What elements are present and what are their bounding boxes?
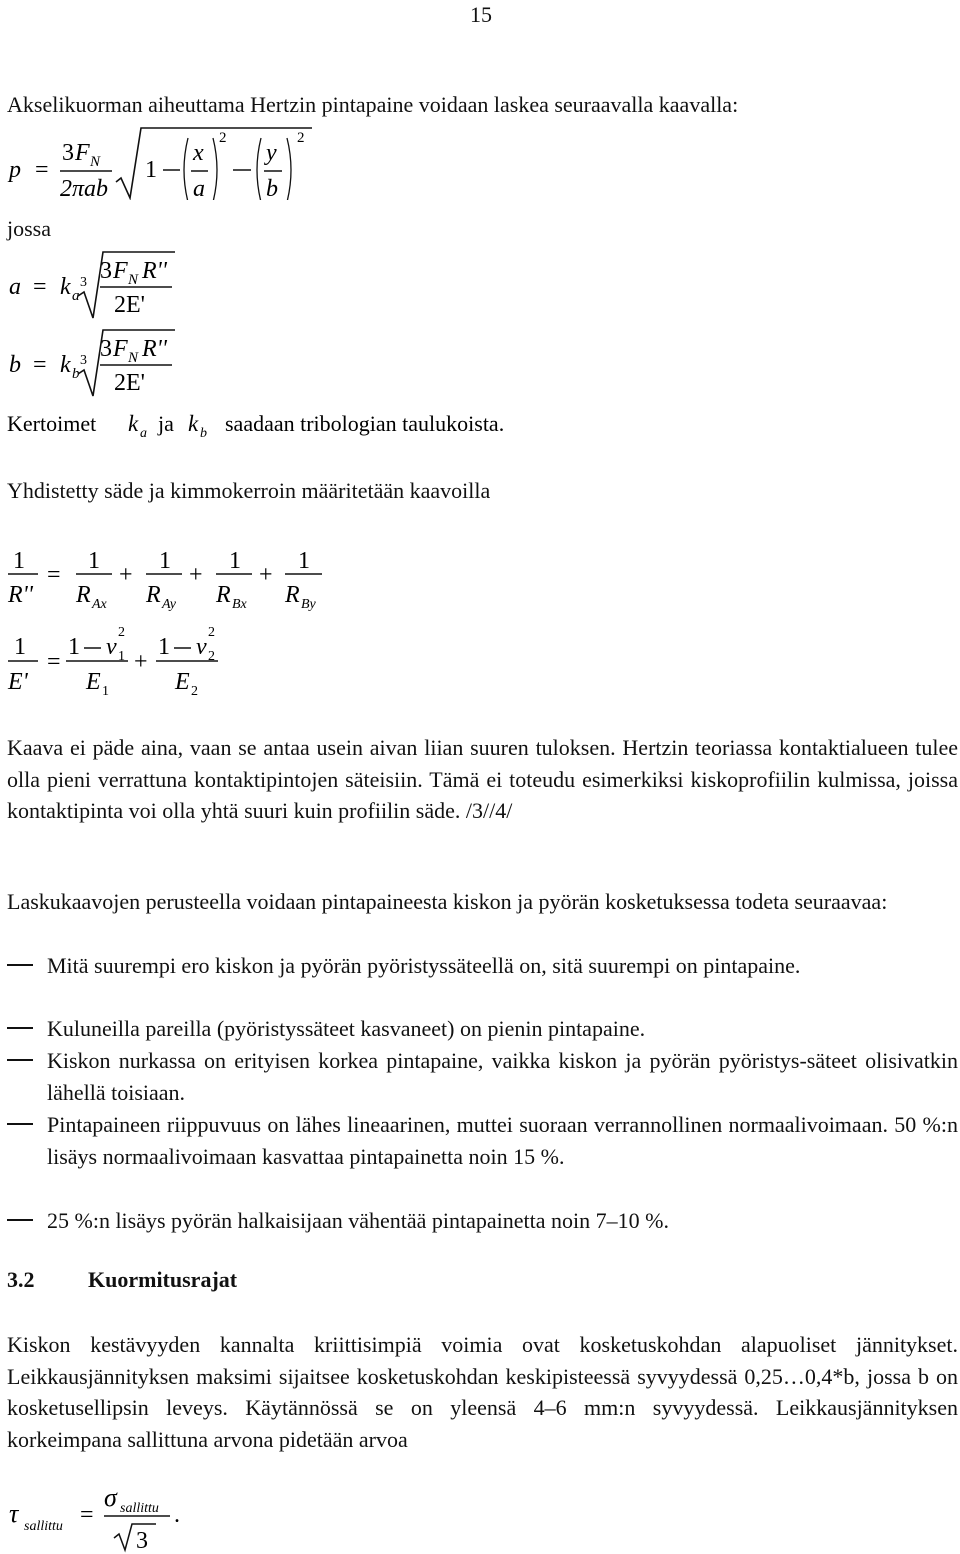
svg-text:N: N bbox=[128, 272, 139, 288]
svg-text:b: b bbox=[9, 352, 21, 378]
list-item-text: Kuluneilla pareilla (pyöristyssäteet kasvaneet) on pienin pintapaine. bbox=[47, 1016, 646, 1041]
dash-bullet-icon bbox=[7, 1219, 33, 1221]
svg-text:1: 1 bbox=[13, 548, 25, 574]
svg-text:sallittu: sallittu bbox=[24, 1519, 63, 1534]
svg-text:.: . bbox=[174, 1502, 180, 1528]
paragraph-conclusions-intro: Laskukaavojen perusteella voidaan pintapaineesta kiskon ja pyörän kosketuksessa todeta seuraavaa: bbox=[7, 889, 888, 914]
dash-bullet-icon bbox=[7, 1059, 33, 1061]
p-num-var: F bbox=[75, 140, 90, 166]
svg-text:2: 2 bbox=[208, 649, 215, 664]
dash-bullet-icon bbox=[7, 964, 33, 966]
p-x: x bbox=[193, 140, 204, 166]
svg-text:=: = bbox=[80, 1502, 94, 1528]
svg-text:a: a bbox=[72, 288, 80, 304]
p-exp1: 2 bbox=[219, 130, 227, 146]
svg-text:1: 1 bbox=[118, 649, 125, 664]
svg-text:=: = bbox=[47, 649, 61, 675]
svg-text:b: b bbox=[200, 426, 207, 441]
svg-text:=: = bbox=[35, 157, 49, 183]
svg-text:1: 1 bbox=[159, 548, 171, 574]
svg-text:F: F bbox=[113, 336, 128, 362]
p-exp2: 2 bbox=[297, 130, 305, 146]
yhdistetty-text: Yhdistetty säde ja kimmokerroin määritetään kaavoilla bbox=[7, 478, 491, 503]
svg-text:F: F bbox=[113, 258, 128, 284]
svg-text:1: 1 bbox=[88, 548, 100, 574]
p-y: y bbox=[266, 140, 277, 166]
svg-text:b: b bbox=[72, 366, 80, 382]
svg-text:=: = bbox=[33, 352, 47, 378]
p-num-coef: 3 bbox=[62, 140, 74, 166]
jossa-label: jossa bbox=[7, 216, 51, 241]
svg-text:R'': R'' bbox=[142, 336, 167, 362]
svg-text:1: 1 bbox=[158, 634, 170, 660]
list-item-text: Kiskon nurkassa on erityisen korkea pintapaine, vaikka kiskon ja pyörän pyöristys-säteet olisivatkin lähellä toisiaan. bbox=[47, 1048, 958, 1105]
formula-e bbox=[0, 620, 240, 710]
intro-text: Akselikuorman aiheuttama Hertzin pintapaine voidaan laskea seuraavalla kaavalla: bbox=[7, 92, 739, 117]
svg-text:2E': 2E' bbox=[114, 292, 145, 318]
svg-text:N: N bbox=[128, 350, 139, 366]
formula-pressure bbox=[0, 120, 330, 200]
svg-text:Kertoimet: Kertoimet bbox=[7, 411, 97, 436]
svg-text:k: k bbox=[128, 411, 139, 436]
p-b: b bbox=[266, 176, 278, 200]
svg-text:τ: τ bbox=[9, 1499, 19, 1528]
svg-text:3: 3 bbox=[136, 1528, 148, 1554]
page-number: 15 bbox=[470, 2, 492, 27]
svg-text:σ: σ bbox=[104, 1483, 117, 1512]
list-item-text: 25 %:n lisäys pyörän halkaisijaan vähentää pintapainetta noin 7–10 %. bbox=[47, 1208, 669, 1233]
svg-text:3: 3 bbox=[100, 258, 112, 284]
svg-text:3: 3 bbox=[80, 275, 87, 290]
p-lhs: p bbox=[9, 157, 21, 183]
svg-text:+: + bbox=[134, 649, 148, 675]
svg-text:2: 2 bbox=[208, 625, 215, 640]
list-item-text: Mitä suurempi ero kiskon ja pyörän pyöristyssäteellä on, sitä suurempi on pintapaine. bbox=[47, 953, 801, 978]
section-title: Kuormitusrajat bbox=[88, 1267, 238, 1292]
svg-text:1: 1 bbox=[14, 634, 26, 660]
p-den: 2πab bbox=[60, 176, 109, 200]
list-item bbox=[7, 1013, 958, 1045]
list-item-text: Pintapaineen riippuvuus on lähes lineaarinen, muttei suoraan verrannollinen normaalivoimaan. 50 %:n lisäys normaalivoimaan kasvattaa pintapainetta noin 15 %. bbox=[47, 1112, 958, 1169]
svg-text:3: 3 bbox=[80, 353, 87, 368]
svg-text:sallittu: sallittu bbox=[120, 1501, 159, 1516]
p-num-sub: N bbox=[90, 154, 101, 170]
svg-text:3: 3 bbox=[100, 336, 112, 362]
svg-text:a: a bbox=[140, 426, 147, 441]
svg-text:Ax: Ax bbox=[92, 597, 107, 612]
svg-text:2E': 2E' bbox=[114, 370, 145, 396]
svg-text:R: R bbox=[146, 582, 161, 608]
svg-text:E: E bbox=[175, 669, 190, 695]
section-number: 3.2 bbox=[7, 1267, 35, 1292]
dash-bullet-icon bbox=[7, 1027, 33, 1029]
svg-text:+: + bbox=[189, 562, 203, 588]
list-item bbox=[7, 1109, 958, 1172]
svg-text:1: 1 bbox=[229, 548, 241, 574]
svg-text:+: + bbox=[259, 562, 273, 588]
svg-text:a: a bbox=[9, 274, 21, 300]
svg-text:=: = bbox=[47, 562, 61, 588]
svg-text:R'': R'' bbox=[142, 258, 167, 284]
svg-text:E: E bbox=[86, 669, 101, 695]
svg-text:+: + bbox=[119, 562, 133, 588]
kertoimet-line bbox=[0, 404, 620, 444]
svg-text:R: R bbox=[76, 582, 91, 608]
svg-text:1: 1 bbox=[68, 634, 80, 660]
p-one: 1 bbox=[145, 157, 157, 183]
svg-text:ja: ja bbox=[158, 411, 174, 436]
formula-tau bbox=[0, 1478, 240, 1554]
svg-text:R: R bbox=[216, 582, 231, 608]
svg-text:By: By bbox=[301, 597, 316, 612]
svg-text:1: 1 bbox=[298, 548, 310, 574]
svg-text:R: R bbox=[285, 582, 300, 608]
svg-text:Bx: Bx bbox=[232, 597, 247, 612]
svg-text:2: 2 bbox=[191, 684, 198, 699]
svg-text:ν: ν bbox=[106, 634, 117, 660]
svg-text:2: 2 bbox=[118, 625, 125, 640]
svg-text:saadaan tribologian taulukoist: saadaan tribologian taulukoista. bbox=[225, 411, 505, 436]
list-item bbox=[7, 1045, 958, 1108]
formula-b bbox=[0, 324, 200, 404]
svg-text:k: k bbox=[188, 411, 199, 436]
formula-r bbox=[0, 538, 340, 618]
svg-text:R'': R'' bbox=[8, 582, 33, 608]
p-a: a bbox=[193, 176, 205, 200]
svg-text:Ay: Ay bbox=[162, 597, 176, 612]
svg-text:E': E' bbox=[8, 669, 28, 695]
formula-a bbox=[0, 246, 200, 326]
paragraph-load-limits: Kiskon kestävyyden kannalta kriittisimpiä voimia ovat kosketuskohdan alapuoliset jännitykset. Leikkausjännityksen maksimi sijaitsee kosketuskohdan keskipisteessä syvyydessä 0,25…0,4*b, jossa b on kosketusellipsin leveys. Käytännössä se on yleensä 4–6 mm:n syvyydessä. Leikkausjännityksen korkeimpana sallittuna arvona pidetään arvoa bbox=[7, 1332, 958, 1452]
svg-text:ν: ν bbox=[196, 634, 207, 660]
paragraph-hertz-limits: Kaava ei päde aina, vaan se antaa usein aivan liian suuren tuloksen. Hertzin teoriassa kontaktialueen tulee olla pieni verrattuna kontaktipintojen säteisiin. Tämä ei toteudu esimerkiksi kiskoprofiilin kulmissa, joissa kontaktipinta voi olla yhtä suuri kuin profiilin säde. /3//4/ bbox=[7, 735, 958, 823]
svg-text:1: 1 bbox=[102, 684, 109, 699]
svg-text:=: = bbox=[33, 274, 47, 300]
svg-text:k: k bbox=[60, 274, 71, 300]
dash-bullet-icon bbox=[7, 1123, 33, 1125]
list-item bbox=[7, 1205, 958, 1237]
svg-text:k: k bbox=[60, 352, 71, 378]
list-item bbox=[7, 950, 958, 982]
